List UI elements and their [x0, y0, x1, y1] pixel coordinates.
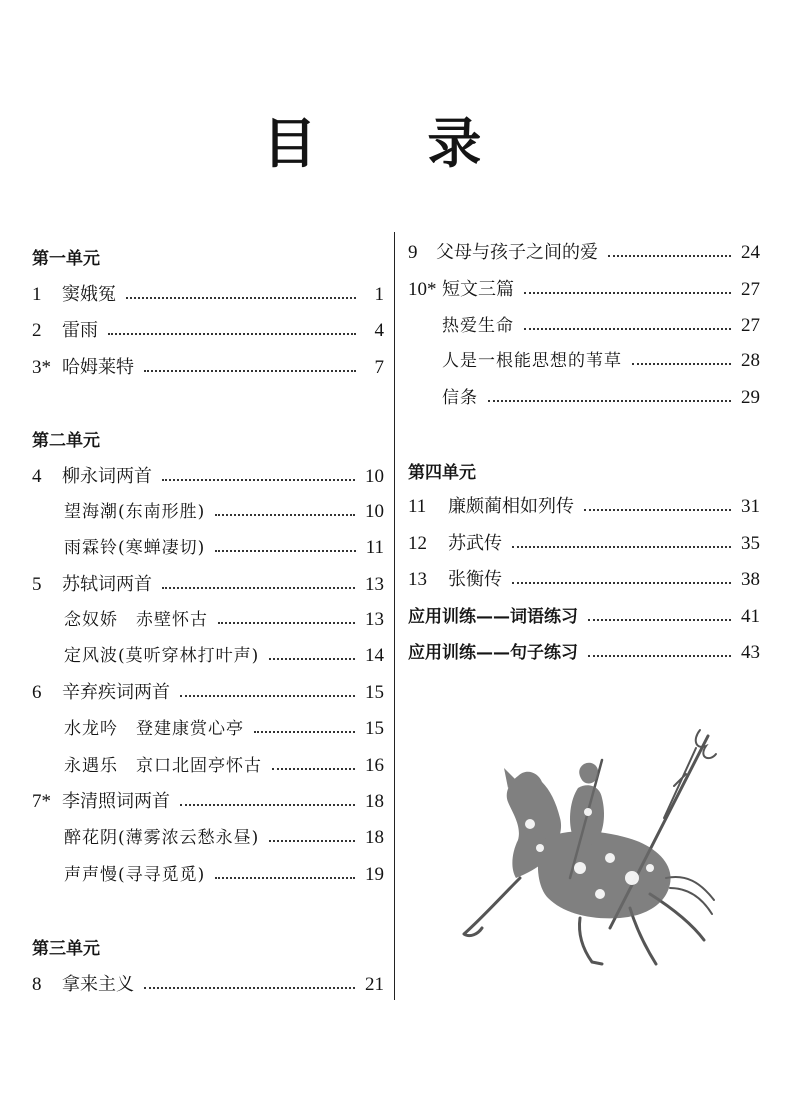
- dot-leader: [144, 987, 355, 989]
- entry-page: 27: [741, 315, 760, 336]
- toc-subentry[interactable]: [408, 347, 760, 375]
- dot-leader: [180, 804, 355, 806]
- entry-page: 11: [365, 537, 384, 558]
- toc-subentry[interactable]: [32, 715, 384, 743]
- unit-heading: 第一单元: [32, 249, 100, 269]
- dot-leader: [608, 255, 731, 257]
- entry-page: 10: [365, 501, 384, 522]
- toc-subentry[interactable]: [32, 498, 384, 526]
- entry-title: 柳永词两首: [62, 466, 152, 487]
- unit-heading: 第三单元: [32, 939, 100, 959]
- dot-leader: [162, 479, 355, 481]
- toc-subentry[interactable]: [32, 824, 384, 852]
- entry-page: 24: [741, 242, 760, 263]
- entry-page: 35: [741, 533, 760, 554]
- entry-page: 1: [374, 284, 384, 305]
- entry-title: 声声慢(寻寻觅觅): [64, 865, 206, 885]
- dot-leader: [215, 514, 355, 516]
- dot-leader: [524, 292, 731, 294]
- toc-entry[interactable]: [32, 354, 384, 382]
- entry-title: 定风波(莫听穿林打叶声): [64, 646, 260, 666]
- entry-page: 18: [365, 827, 384, 848]
- toc-entry-practice[interactable]: [408, 603, 760, 631]
- dot-leader: [584, 509, 731, 511]
- entry-title: 望海潮(东南形胜): [64, 502, 206, 522]
- entry-title: 醉花阴(薄雾浓云愁永昼): [64, 828, 260, 848]
- entry-number: 6: [32, 682, 42, 703]
- dot-leader: [588, 619, 731, 621]
- entry-number: 8: [32, 974, 42, 995]
- page-title: 目 录: [262, 112, 528, 175]
- entry-page: 4: [374, 320, 384, 341]
- dot-leader: [512, 546, 731, 548]
- dot-leader: [488, 400, 731, 402]
- toc-entry[interactable]: [408, 276, 760, 304]
- entry-page: 21: [365, 974, 384, 995]
- entry-title: 廉颇蔺相如列传: [448, 496, 574, 517]
- dot-leader: [108, 333, 356, 335]
- dot-leader: [254, 731, 355, 733]
- dot-leader: [512, 582, 731, 584]
- entry-title: 哈姆莱特: [62, 357, 134, 378]
- entry-number: 12: [408, 533, 427, 554]
- entry-page: 43: [741, 642, 760, 663]
- entry-page: 15: [365, 682, 384, 703]
- dot-leader: [632, 363, 731, 365]
- toc-subentry[interactable]: [32, 534, 384, 562]
- dot-leader: [144, 370, 356, 372]
- entry-title: 雨霖铃(寒蝉凄切): [64, 538, 206, 558]
- dot-leader: [218, 622, 355, 624]
- entry-page: 14: [365, 645, 384, 666]
- horseman-illustration: [460, 728, 722, 978]
- entry-number: 11: [408, 496, 427, 517]
- entry-page: 10: [365, 466, 384, 487]
- entry-number: 4: [32, 466, 42, 487]
- entry-number: 3*: [32, 357, 51, 378]
- entry-number: 10*: [408, 279, 437, 300]
- entry-page: 41: [741, 606, 760, 627]
- dot-leader: [126, 297, 356, 299]
- entry-page: 38: [741, 569, 760, 590]
- entry-title: 念奴娇 赤壁怀古: [64, 610, 208, 630]
- entry-title: 应用训练——句子练习: [408, 643, 578, 663]
- entry-number: 2: [32, 320, 42, 341]
- toc-entry[interactable]: [408, 239, 760, 267]
- entry-number: 1: [32, 284, 42, 305]
- entry-page: 13: [365, 574, 384, 595]
- dot-leader: [269, 840, 355, 842]
- entry-title: 窦娥冤: [62, 284, 116, 305]
- dot-leader: [588, 655, 731, 657]
- entry-title: 苏轼词两首: [62, 574, 152, 595]
- entry-title: 拿来主义: [62, 974, 134, 995]
- toc-entry-practice[interactable]: [408, 639, 760, 667]
- entry-title: 辛弃疾词两首: [62, 682, 170, 703]
- toc-subentry[interactable]: [32, 642, 384, 670]
- unit-heading: 第二单元: [32, 431, 100, 451]
- entry-number: 5: [32, 574, 42, 595]
- dot-leader: [162, 587, 355, 589]
- dot-leader: [215, 877, 355, 879]
- toc-entry[interactable]: [408, 566, 760, 594]
- entry-title: 父母与孩子之间的爱: [436, 242, 598, 263]
- toc-entry[interactable]: [32, 971, 384, 999]
- entry-page: 16: [365, 755, 384, 776]
- toc-entry[interactable]: [408, 530, 760, 558]
- entry-page: 28: [741, 350, 760, 371]
- entry-page: 18: [365, 791, 384, 812]
- entry-page: 31: [741, 496, 760, 517]
- toc-entry[interactable]: [408, 493, 760, 521]
- toc-entry[interactable]: [32, 317, 384, 345]
- toc-subentry[interactable]: [32, 606, 384, 634]
- dot-leader: [269, 658, 355, 660]
- entry-title: 永遇乐 京口北固亭怀古: [64, 756, 262, 776]
- entry-title: 苏武传: [448, 533, 502, 554]
- entry-title: 信条: [442, 388, 478, 408]
- entry-number: 13: [408, 569, 427, 590]
- entry-page: 7: [374, 357, 384, 378]
- unit-heading: 第四单元: [408, 463, 476, 483]
- entry-title: 水龙吟 登建康赏心亭: [64, 719, 244, 739]
- entry-number: 9: [408, 242, 418, 263]
- toc-subentry[interactable]: [32, 752, 384, 780]
- toc-subentry[interactable]: [408, 312, 760, 340]
- toc-entry[interactable]: [32, 788, 384, 816]
- toc-entry[interactable]: [32, 571, 384, 599]
- toc-entry[interactable]: [32, 463, 384, 491]
- entry-page: 27: [741, 279, 760, 300]
- entry-page: 15: [365, 718, 384, 739]
- entry-title: 张衡传: [448, 569, 502, 590]
- dot-leader: [272, 768, 355, 770]
- entry-title: 应用训练——词语练习: [408, 607, 578, 627]
- entry-number: 7*: [32, 791, 51, 812]
- entry-title: 热爱生命: [442, 316, 514, 336]
- toc-entry[interactable]: [32, 281, 384, 309]
- entry-title: 李清照词两首: [62, 791, 170, 812]
- toc-subentry[interactable]: [32, 861, 384, 889]
- column-divider: [394, 232, 395, 1000]
- entry-page: 13: [365, 609, 384, 630]
- dot-leader: [524, 328, 731, 330]
- entry-title: 人是一根能思想的苇草: [442, 351, 622, 371]
- entry-title: 短文三篇: [442, 279, 514, 300]
- dot-leader: [215, 550, 355, 552]
- toc-subentry[interactable]: [408, 384, 760, 412]
- entry-page: 19: [365, 864, 384, 885]
- entry-title: 雷雨: [62, 320, 98, 341]
- entry-page: 29: [741, 387, 760, 408]
- dot-leader: [180, 695, 355, 697]
- toc-entry[interactable]: [32, 679, 384, 707]
